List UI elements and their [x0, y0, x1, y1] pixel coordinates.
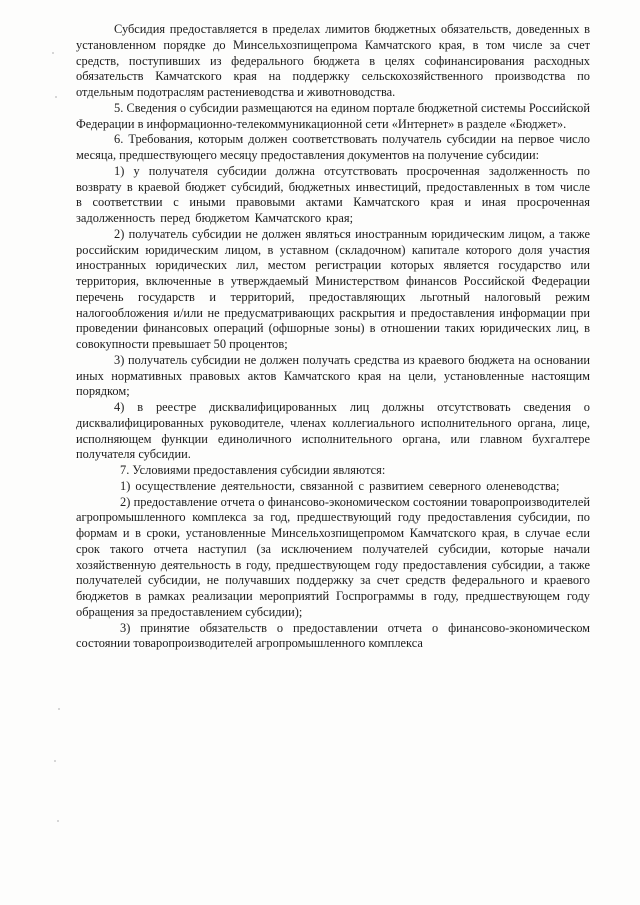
paragraph-item-6: 6. Требования, которым должен соответствовать получатель субсидии на первое число месяца, предшествующего месяцу предоставления документов на получение субсидии:	[76, 132, 590, 162]
scan-speck	[58, 708, 60, 710]
paragraph-item-7-2: 2) предоставление отчета о финансово-экономическом состоянии товаропроизводителей агропромышленного комплекса за год, предшествующий году предоставления субсидии, по формам и в сроки, установленные Минсельхозпищепромом Камчатского края, в случае если срок такого отчета наступил (за исключением получателей субсидии, которые начали хозяйственную деятельность в году, предшествующем году предоставления субсидии, а также получателей субсидии, не получавших поддержку за счет средств федерального и краевого бюджетов в рамках реализации мероприятий Госпрограммы в году, предшествующем году обращения за предоставлением субсидии);	[76, 494, 590, 619]
paragraph-item-6-3: 3) получатель субсидии не должен получать средства из краевого бюджета на основании иных нормативных правовых актов Камчатского края на цели, установленные настоящим порядком;	[76, 352, 590, 399]
paragraph-item-6-1: 1) у получателя субсидии должна отсутствовать просроченная задолженность по возврату в краевой бюджет субсидий, бюджетных инвестиций, предоставленных в том числе в соответствии с иными правовыми актами Камчатского края и иная просроченная задолженность перед бюджетом Камчатского края;	[76, 163, 590, 225]
paragraph-item-7-1: 1) осуществление деятельности, связанной с развитием северного оленеводства;	[120, 478, 560, 493]
scan-speck	[55, 96, 57, 98]
paragraph-item-7: 7. Условиями предоставления субсидии являются:	[120, 463, 386, 477]
scan-speck	[57, 820, 59, 822]
paragraph-item-7-3: 3) принятие обязательств о предоставлении отчета о финансово-экономическом состоянии товаропроизводителей агропромышленного комплекса	[76, 620, 590, 651]
document-body	[76, 22, 590, 652]
paragraph-item-6-2: 2) получатель субсидии не должен являться иностранным юридическим лицом, а также российским юридическим лицом, в уставном (складочном) капитале которого доля участия иностранных юридических лил, местом регистрации которых является государство или территория, включенные в утверждаемый Министерством финансов Российской Федерации перечень государств и территорий, предоставляющих льготный налоговый режим налогообложения и/или не предусматривающих раскрытия и предоставления информации при проведении финансовых операций (офшорные зоны) в отношении таких юридических лиц, в совокупности превышает 50 процентов;	[76, 226, 590, 351]
paragraph-subsidy-limits: Субсидия предоставляется в пределах лимитов бюджетных обязательств, доведенных в установленном порядке до Минсельхозпищепрома Камчатского края, в том числе за счет средств, поступивших из федерального бюджета в целях софинансирования расходных обязательств Камчатского края на поддержку сельскохозяйственного производства по отдельным подотраслям растениеводства и животноводства.	[76, 22, 590, 99]
scan-speck	[52, 52, 54, 54]
paragraph-item-5: 5. Сведения о субсидии размещаются на едином портале бюджетной системы Российской Федерации в информационно-телекоммуникационной сети «Интернет» в разделе «Бюджет».	[76, 100, 590, 131]
scan-speck	[54, 760, 56, 762]
paragraph-item-6-4: 4) в реестре дисквалифицированных лиц должны отсутствовать сведения о дисквалифицированных руководителе, членах коллегиального исполнительного органа, лице, исполняющем функции единоличного исполнительного органа, или главном бухгалтере получателя субсидии.	[76, 400, 590, 462]
